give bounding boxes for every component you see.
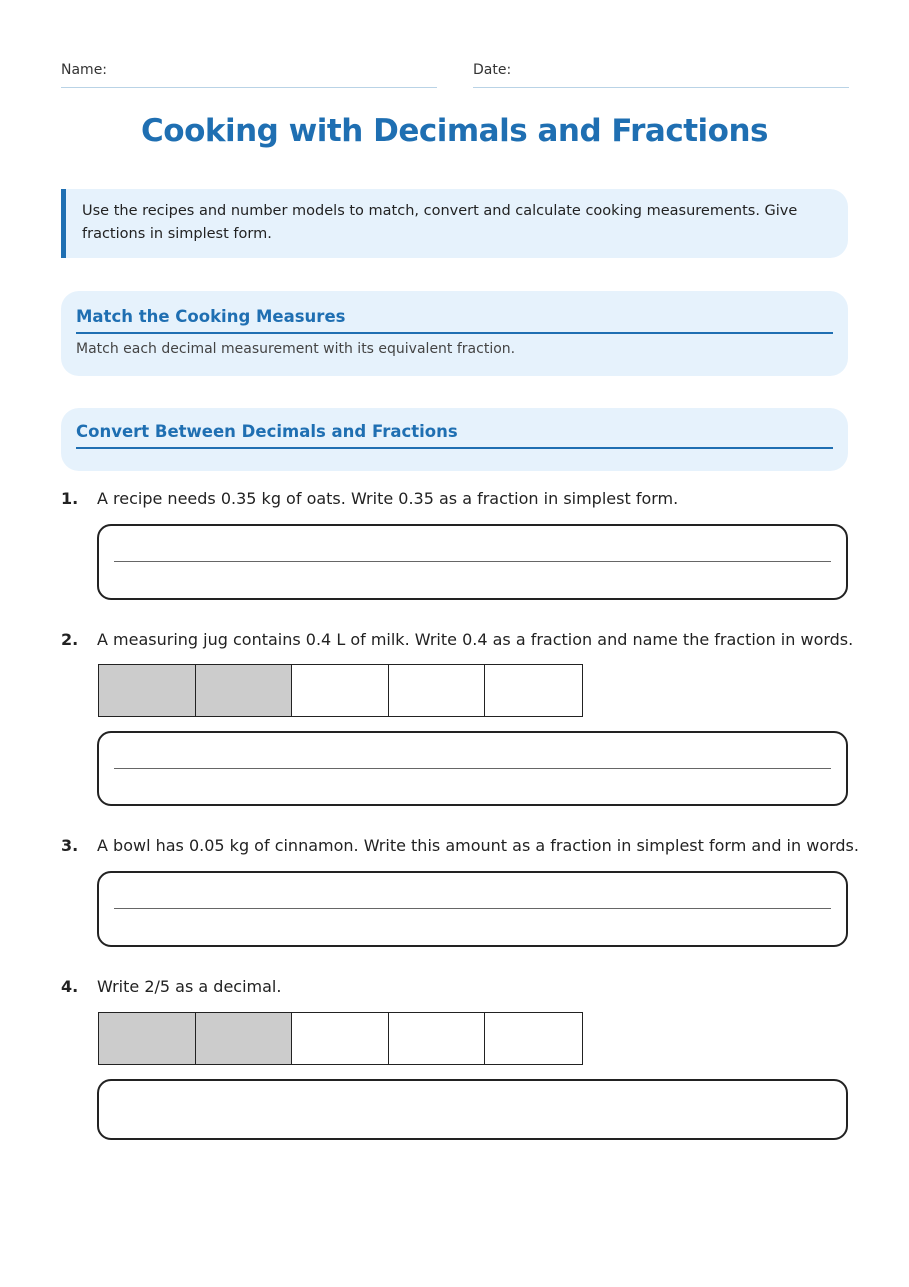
- date-field[interactable]: [473, 87, 849, 88]
- date-label: Date:: [473, 62, 512, 78]
- match-section-title: Match the Cooking Measures: [76, 307, 833, 334]
- answer-line: [114, 908, 831, 909]
- name-label: Name:: [61, 62, 108, 78]
- shaded-cell: [99, 1013, 196, 1064]
- question-number: 3.: [61, 836, 79, 855]
- empty-cell: [485, 1013, 582, 1064]
- empty-cell: [292, 1013, 389, 1064]
- shaded-cell: [196, 665, 293, 716]
- answer-line: [114, 561, 831, 562]
- question-text: A bowl has 0.05 kg of cinnamon. Write this amount as a fraction in simplest form and in words.: [97, 836, 859, 855]
- answer-box[interactable]: [97, 524, 848, 600]
- question-text: A recipe needs 0.35 kg of oats. Write 0.35 as a fraction in simplest form.: [97, 489, 679, 508]
- question-text: A measuring jug contains 0.4 L of milk. Write 0.4 as a fraction and name the fraction in words.: [97, 630, 854, 649]
- empty-cell: [389, 665, 486, 716]
- empty-cell: [292, 665, 389, 716]
- convert-section-title: Convert Between Decimals and Fractions: [76, 422, 833, 449]
- instructions-text: Use the recipes and number models to match, convert and calculate cooking measurements. Give fractions in simplest form.: [82, 203, 798, 242]
- question-number: 4.: [61, 977, 79, 996]
- question-number: 1.: [61, 489, 79, 508]
- page-title: Cooking with Decimals and Fractions: [141, 113, 768, 149]
- match-section-description: Match each decimal measurement with its equivalent fraction.: [76, 341, 516, 357]
- question-number: 2.: [61, 630, 79, 649]
- name-field[interactable]: [61, 87, 437, 88]
- fraction-bar-model: [98, 664, 583, 717]
- match-section: [61, 291, 848, 376]
- empty-cell: [389, 1013, 486, 1064]
- shaded-cell: [196, 1013, 293, 1064]
- empty-cell: [485, 665, 582, 716]
- answer-box[interactable]: [97, 731, 848, 806]
- shaded-cell: [99, 665, 196, 716]
- question-text: Write 2/5 as a decimal.: [97, 977, 282, 996]
- answer-box[interactable]: [97, 871, 848, 947]
- fraction-bar-model: [98, 1012, 583, 1065]
- convert-section: [61, 408, 848, 471]
- answer-box[interactable]: [97, 1079, 848, 1140]
- instructions-panel: [61, 189, 848, 258]
- answer-line: [114, 768, 831, 769]
